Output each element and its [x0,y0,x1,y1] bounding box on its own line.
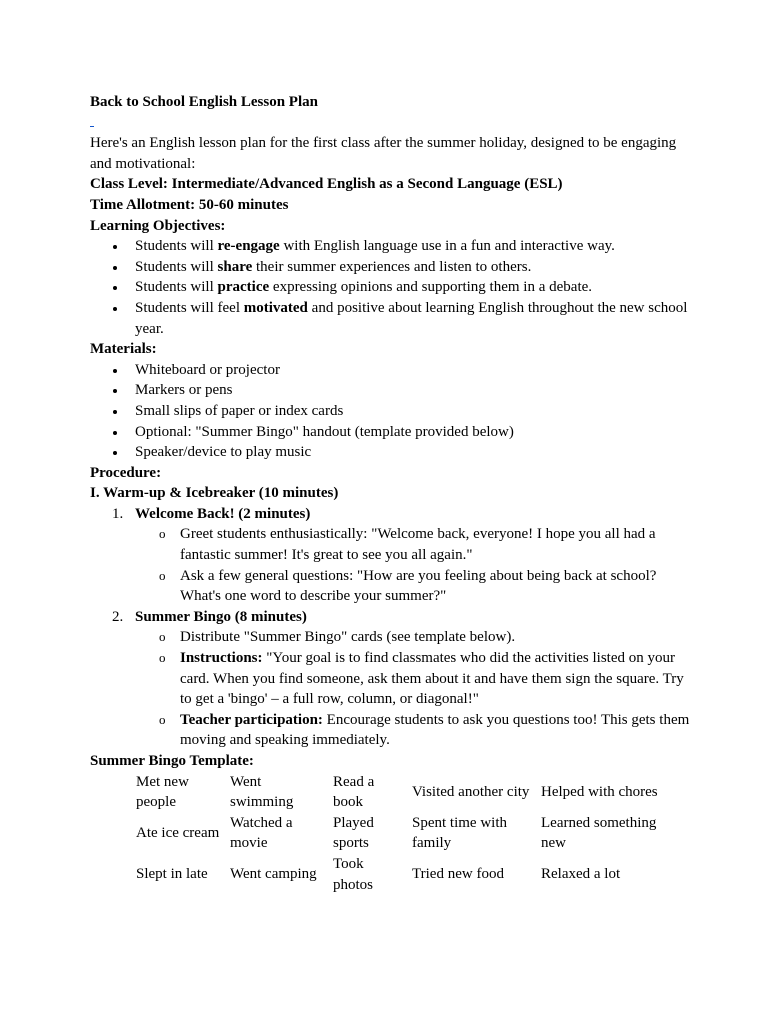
class-level: Class Level: Intermediate/Advanced English as a Second Language (ESL) [90,176,563,193]
table-row [132,854,675,895]
materials-heading: Materials: [90,341,157,358]
table-row [132,813,675,854]
step-item [90,607,690,751]
bingo-table [132,772,675,896]
document-page [90,92,690,895]
list-item: Speaker/device to play music [90,442,690,463]
list-item: Markers or pens [90,380,690,401]
table-cell: Read a book [333,773,375,811]
table-cell: Slept in late [136,866,208,883]
table-cell: Went camping [230,866,317,883]
step-substeps [135,627,690,751]
time-allotment: Time Allotment: 50-60 minutes [90,196,289,213]
table-cell: Tried new food [412,866,504,883]
list-item: Students will re-engage with English language use in a fun and interactive way. [90,236,690,257]
table-cell: Played sports [333,814,374,852]
objectives-heading: Learning Objectives: [90,217,226,234]
list-item: Optional: "Summer Bingo" handout (template provided below) [90,422,690,443]
step-number: 1. [112,505,124,522]
materials-list [90,360,690,463]
substep-item: o Instructions: "Your goal is to find classmates who did the activities listed on your card. When you find someone, ask them about it and have them sign the square. Try to get a 'bingo' – a full row, column, or diagonal!" [135,648,690,710]
table-cell: Relaxed a lot [541,866,621,883]
table-cell: Watched a movie [230,814,293,852]
procedure-steps [90,504,690,751]
table-cell: Ate ice cream [136,825,220,842]
objectives-list [90,236,690,339]
procedure-heading: Procedure: [90,464,162,481]
list-item: Whiteboard or projector [90,360,690,381]
list-item: Students will feel motivated and positive about learning English throughout the new school year. [90,298,690,339]
table-cell: Visited another city [412,783,530,800]
table-cell: Took photos [333,855,374,893]
bingo-heading: Summer Bingo Template: [90,753,254,769]
list-item: Small slips of paper or index cards [90,401,690,422]
intro-paragraph: Here's an English lesson plan for the first class after the summer holiday, designed to be engaging and motivational: [90,135,677,172]
section-heading: I. Warm-up & Icebreaker (10 minutes) [90,485,339,502]
table-row [132,772,675,813]
substep-item: o Ask a few general questions: "How are you feeling about being back at school? What's one word to describe your summer?" [135,566,690,607]
table-cell: Spent time with family [412,814,507,852]
step-item [90,504,690,607]
empty-link[interactable] [90,113,690,134]
substep-item: o Teacher participation: Encourage students to ask you questions too! This gets them moving and speaking immediately. [135,710,690,751]
list-item: Students will share their summer experiences and listen to others. [90,257,690,278]
step-number: 2. [112,608,124,625]
step-substeps [135,524,690,606]
table-cell: Went swimming [230,773,294,811]
step-title: Summer Bingo (8 minutes) [135,608,307,625]
table-cell: Met new people [136,773,189,811]
substep-item: o Distribute "Summer Bingo" cards (see template below). [135,627,690,648]
substep-item: o Greet students enthusiastically: "Welcome back, everyone! I hope you all had a fantastic summer! It's great to see you all again." [135,524,690,565]
table-cell: Helped with chores [541,783,658,800]
table-cell: Learned something new [541,814,657,852]
step-title: Welcome Back! (2 minutes) [135,505,311,522]
list-item: Students will practice expressing opinions and supporting them in a debate. [90,277,690,298]
page-title: Back to School English Lesson Plan [90,94,318,110]
